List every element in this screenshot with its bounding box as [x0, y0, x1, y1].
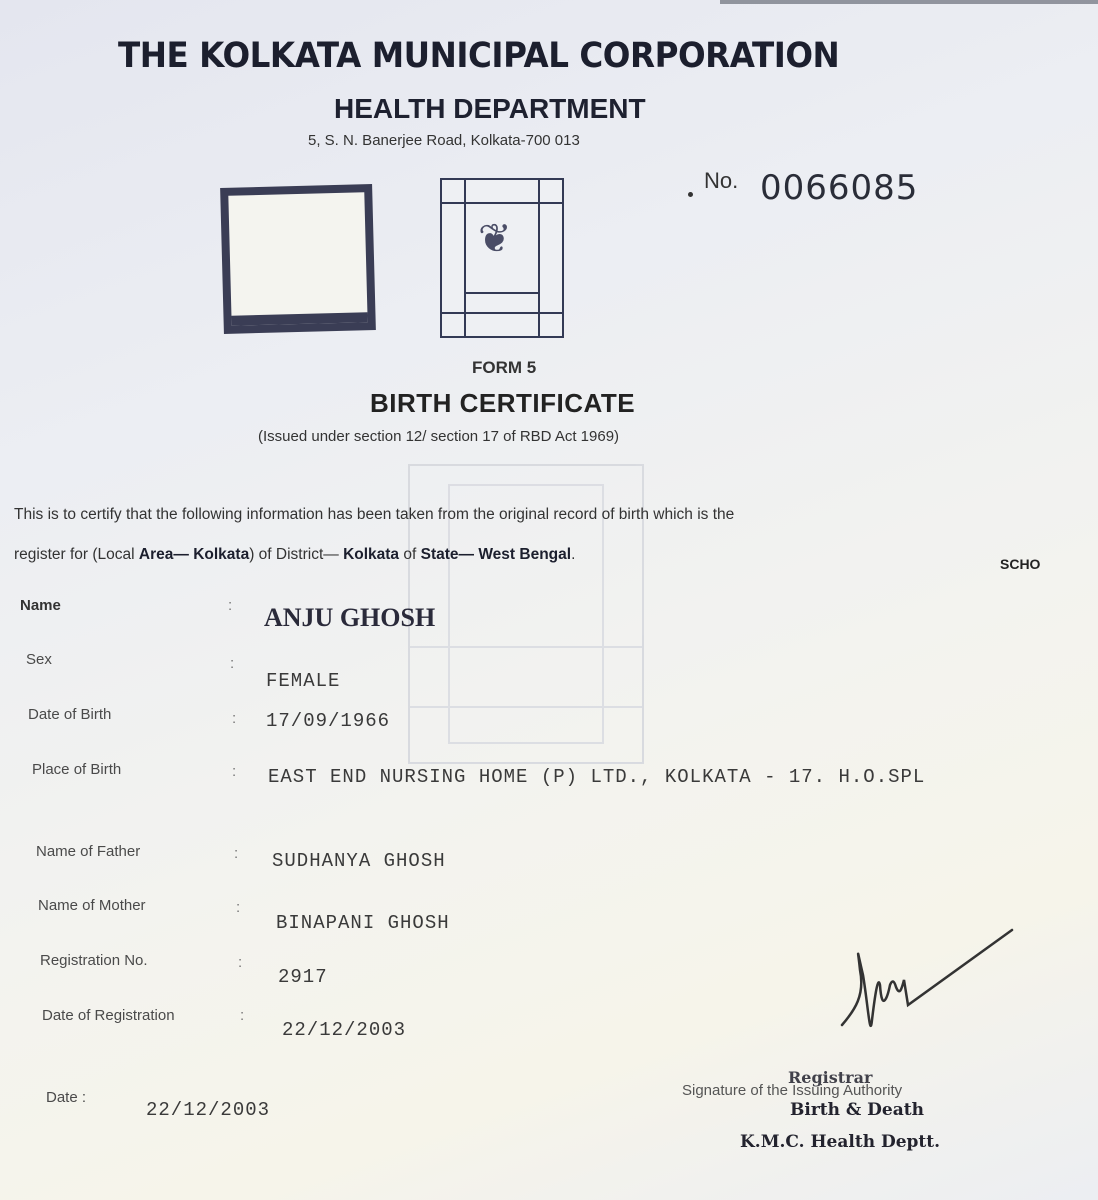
- stamp-line-2: Birth & Death: [790, 1100, 924, 1120]
- office-code: SCHO: [1000, 556, 1041, 572]
- pob-label: Place of Birth: [32, 761, 122, 778]
- date-label: Date :: [46, 1089, 87, 1106]
- local-area: Area— Kolkata: [138, 546, 250, 563]
- mother-label: Name of Mother: [38, 897, 146, 914]
- sex-label: Sex: [26, 651, 52, 668]
- date-value: 22/12/2003: [146, 1099, 271, 1121]
- dot-mark: [688, 192, 693, 197]
- page-edge: [720, 0, 1098, 4]
- dob-value: 17/09/1966: [266, 710, 391, 732]
- signature-icon: [830, 925, 1020, 1045]
- address: 5, S. N. Banerjee Road, Kolkata-700 013: [308, 132, 580, 149]
- pob-value: EAST END NURSING HOME (P) LTD., KOLKATA - 17. H.O.SPL: [268, 766, 926, 788]
- issued-under: (Issued under section 12/ section 17 of RBD Act 1969): [258, 428, 620, 445]
- certify-line-1: This is to certify that the following information has been taken from the original record of birth which is the: [14, 506, 735, 523]
- colon: :: [234, 845, 239, 862]
- reg-date-value: 22/12/2003: [282, 1019, 407, 1041]
- colon: :: [240, 1007, 245, 1024]
- certificate-number: 0066085: [760, 168, 919, 208]
- certify-prefix: register for (Local: [14, 546, 139, 563]
- stamp-line-1: Registrar: [788, 1068, 873, 1087]
- colon: :: [232, 763, 237, 780]
- photo-frame-strip: [231, 312, 367, 326]
- photo-frame-icon: [220, 184, 376, 334]
- reg-no-label: Registration No.: [40, 952, 148, 969]
- colon: :: [236, 899, 241, 916]
- certify-line-2: register for (Local Area— Kolkata) of District— Kolkata of State— West Bengal.: [14, 546, 576, 563]
- father-value: SUDHANYA GHOSH: [272, 850, 446, 872]
- district: Kolkata: [343, 546, 400, 563]
- sex-value: FEMALE: [266, 670, 341, 692]
- state-prefix: of: [399, 546, 421, 563]
- name-value: ANJU GHOSH: [264, 603, 436, 632]
- colon: :: [238, 954, 243, 971]
- father-label: Name of Father: [36, 843, 141, 860]
- colon: :: [228, 597, 233, 614]
- district-prefix: ) of District—: [249, 546, 344, 563]
- form-number: FORM 5: [472, 358, 537, 377]
- flame-icon: ❦: [478, 217, 512, 261]
- dob-label: Date of Birth: [28, 706, 112, 723]
- mother-value: BINAPANI GHOSH: [276, 912, 450, 934]
- colon: :: [230, 655, 235, 672]
- department-title: HEALTH DEPARTMENT: [334, 93, 646, 124]
- colon: :: [232, 710, 237, 727]
- reg-no-value: 2917: [278, 966, 328, 988]
- stamp-line-3: K.M.C. Health Deptt.: [740, 1132, 941, 1152]
- name-label: Name: [20, 597, 61, 614]
- signature-label: Signature of the Issuing Authority: [682, 1082, 903, 1099]
- reg-date-label: Date of Registration: [42, 1007, 175, 1024]
- certificate-title: BIRTH CERTIFICATE: [370, 388, 636, 418]
- state: State— West Bengal: [420, 546, 572, 563]
- kmc-emblem-icon: [440, 178, 564, 338]
- certificate-number-label: No.: [704, 168, 739, 193]
- organization-title: THE KOLKATA MUNICIPAL CORPORATION: [118, 36, 840, 76]
